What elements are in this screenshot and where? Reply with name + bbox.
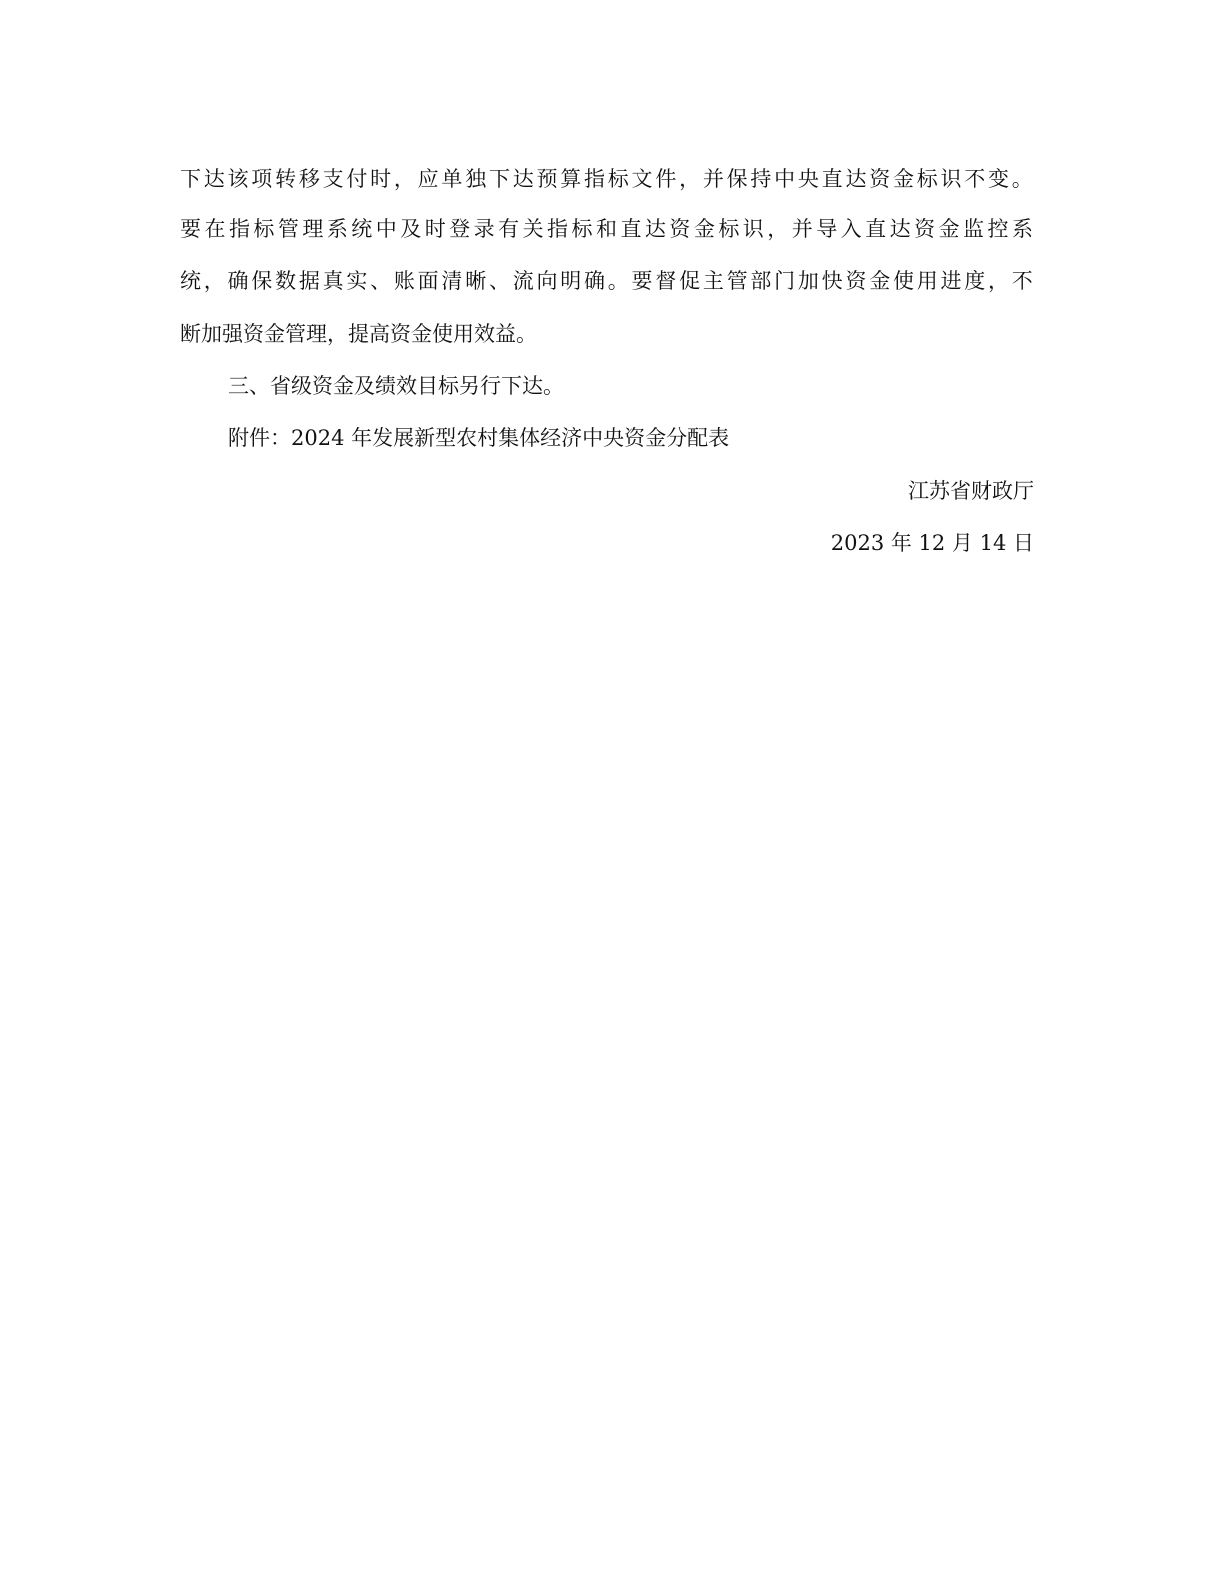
text-glyph: 算 — [560, 167, 582, 191]
text-glyph: 录 — [473, 217, 495, 241]
body-line-4: 断加强资金管理，提高资金使用效益。 — [180, 322, 537, 346]
text-glyph: ， — [393, 167, 415, 191]
text-glyph: 快 — [821, 269, 843, 293]
text-glyph: 主 — [702, 269, 724, 293]
text-glyph: ， — [767, 217, 789, 241]
text-glyph: 指 — [547, 217, 569, 241]
text-glyph: 达 — [203, 167, 225, 191]
text-glyph: 要 — [180, 217, 201, 241]
text-glyph: 度 — [964, 269, 986, 293]
section-three-paragraph: 三、省级资金及绩效目标另行下达。 — [228, 374, 564, 398]
text-glyph: 真 — [322, 269, 344, 293]
text-glyph: 达 — [644, 217, 666, 241]
text-glyph: 标 — [607, 167, 629, 191]
text-glyph: 达 — [845, 167, 867, 191]
document-date: 2023 年 12 月 14 日 — [830, 531, 1034, 555]
text-glyph: 资 — [914, 217, 936, 241]
text-glyph: 中 — [774, 167, 796, 191]
body-line-3 — [180, 266, 1033, 296]
text-glyph: 实 — [346, 269, 368, 293]
text-glyph: ， — [679, 167, 701, 191]
text-glyph: 用 — [916, 269, 938, 293]
text-glyph: 应 — [417, 167, 439, 191]
text-glyph: 监 — [963, 217, 984, 241]
text-glyph: 控 — [987, 217, 1009, 241]
text-glyph: 下 — [488, 167, 510, 191]
text-glyph: 有 — [498, 217, 520, 241]
issuer-name: 江苏省财政厅 — [908, 479, 1034, 503]
text-glyph: 入 — [840, 217, 862, 241]
text-glyph: 持 — [750, 167, 772, 191]
text-glyph: 标 — [718, 217, 740, 241]
text-glyph: 并 — [791, 217, 813, 241]
text-glyph: 进 — [940, 269, 962, 293]
text-glyph: 关 — [522, 217, 544, 241]
text-glyph: 项 — [251, 167, 273, 191]
text-glyph: 下 — [180, 167, 201, 191]
text-glyph: 保 — [251, 269, 273, 293]
text-glyph: 指 — [584, 167, 606, 191]
text-glyph: 单 — [441, 167, 463, 191]
text-glyph: 预 — [536, 167, 558, 191]
text-glyph: 指 — [228, 217, 250, 241]
text-glyph: 变 — [988, 167, 1010, 191]
text-glyph: 金 — [869, 269, 891, 293]
text-glyph: 统 — [351, 217, 373, 241]
text-glyph: 面 — [417, 269, 439, 293]
text-glyph: 不 — [964, 167, 986, 191]
text-glyph: 及 — [400, 217, 422, 241]
text-glyph: 部 — [750, 269, 772, 293]
text-glyph: 央 — [797, 167, 819, 191]
text-glyph: 。 — [1011, 167, 1033, 191]
text-glyph: 直 — [620, 217, 642, 241]
text-glyph: 独 — [465, 167, 487, 191]
text-glyph: 促 — [679, 269, 701, 293]
text-glyph: ， — [988, 269, 1010, 293]
text-glyph: 督 — [655, 269, 677, 293]
text-glyph: 晰 — [465, 269, 487, 293]
text-glyph: 该 — [227, 167, 249, 191]
text-glyph: 件 — [655, 167, 677, 191]
text-glyph: 系 — [326, 217, 348, 241]
text-glyph: 确 — [584, 269, 606, 293]
text-glyph: 数 — [275, 269, 297, 293]
text-glyph: 并 — [702, 167, 724, 191]
text-glyph: 达 — [889, 217, 911, 241]
text-glyph: 资 — [845, 269, 867, 293]
text-glyph: 管 — [277, 217, 299, 241]
text-glyph: 标 — [571, 217, 593, 241]
text-glyph: 明 — [560, 269, 582, 293]
text-glyph: 门 — [774, 269, 796, 293]
text-glyph: 资 — [869, 167, 891, 191]
text-glyph: 转 — [275, 167, 297, 191]
text-glyph: 保 — [726, 167, 748, 191]
text-glyph: 付 — [346, 167, 368, 191]
text-glyph: 向 — [536, 269, 558, 293]
text-glyph: 金 — [892, 167, 914, 191]
text-glyph: 标 — [916, 167, 938, 191]
text-glyph: 和 — [595, 217, 617, 241]
text-glyph: 支 — [322, 167, 344, 191]
text-glyph: 使 — [892, 269, 914, 293]
text-glyph: 资 — [669, 217, 691, 241]
text-glyph: 据 — [298, 269, 320, 293]
text-glyph: 导 — [816, 217, 838, 241]
text-glyph: 移 — [298, 167, 320, 191]
body-line-2 — [180, 214, 1033, 244]
text-glyph: 。 — [607, 269, 629, 293]
text-glyph: ， — [203, 269, 225, 293]
text-glyph: 达 — [512, 167, 534, 191]
text-glyph: 、 — [488, 269, 510, 293]
text-glyph: 登 — [449, 217, 471, 241]
text-glyph: 金 — [938, 217, 960, 241]
text-glyph: 加 — [797, 269, 819, 293]
text-glyph: 、 — [370, 269, 392, 293]
text-glyph: 在 — [204, 217, 226, 241]
text-glyph: 金 — [693, 217, 715, 241]
body-line-1 — [180, 164, 1033, 194]
text-glyph: 不 — [1011, 269, 1033, 293]
text-glyph: 中 — [375, 217, 397, 241]
text-glyph: 识 — [742, 217, 764, 241]
text-glyph: 统 — [180, 269, 201, 293]
text-glyph: 理 — [302, 217, 324, 241]
text-glyph: 流 — [512, 269, 534, 293]
text-glyph: 时 — [370, 167, 392, 191]
text-glyph: 确 — [227, 269, 249, 293]
text-glyph: 管 — [726, 269, 748, 293]
text-glyph: 直 — [865, 217, 887, 241]
text-glyph: 直 — [821, 167, 843, 191]
text-glyph: 要 — [631, 269, 653, 293]
text-glyph: 账 — [393, 269, 415, 293]
text-glyph: 时 — [424, 217, 446, 241]
attachment-line: 附件：2024 年发展新型农村集体经济中央资金分配表 — [228, 426, 730, 450]
text-glyph: 识 — [940, 167, 962, 191]
text-glyph: 标 — [253, 217, 275, 241]
text-glyph: 文 — [631, 167, 653, 191]
text-glyph: 清 — [441, 269, 463, 293]
text-glyph: 系 — [1011, 217, 1033, 241]
